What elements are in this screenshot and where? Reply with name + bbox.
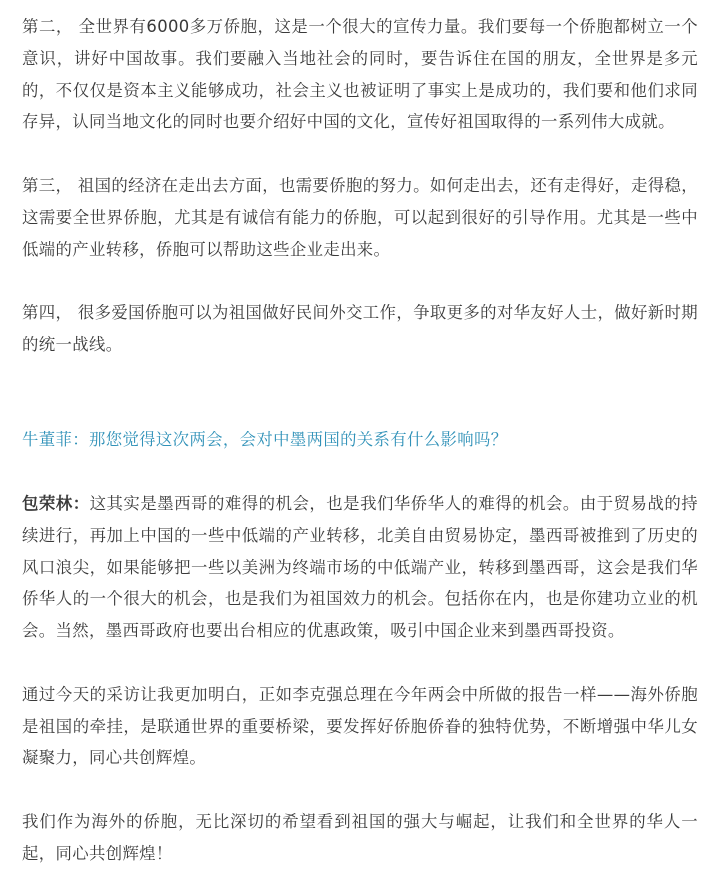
paragraph-point-three: 第三， 祖国的经济在走出去方面，也需要侨胞的努力。如何走出去，还有走得好，走得稳，这需要全世界侨胞，尤其是有诚信有能力的侨胞，可以起到很好的引导作用。尤其是一些中低端的产业转移，侨胞可以帮助这些企业走出来。 (22, 175, 698, 259)
paragraph-closing: 我们作为海外的侨胞，无比深切的希望看到祖国的强大与崛起，让我们和全世界的华人一起，同心共创辉煌！ (22, 811, 698, 863)
paragraph-spacer (22, 138, 698, 170)
paragraph-spacer (22, 265, 698, 297)
interview-question: 牛董菲：那您觉得这次两会，会对中墨两国的关系有什么影响吗？ (22, 430, 508, 450)
paragraph-spacer (22, 456, 698, 488)
paragraph-spacer (22, 647, 698, 679)
answer-text: 这其实是墨西哥的难得的机会，也是我们华侨华人的难得的机会。由于贸易战的持续进行，再加上中国的一些中低端的产业转移，北美自由贸易协定，墨西哥被推到了历史的风口浪尖，如果能够把一些以美洲为终端市场的中低端产业，转移到墨西哥，这会是我们华侨华人的一个很大的机会，也是我们为祖国效力的机会。包括你在内，也是你建功立业的机会。当然，墨西哥政府也要出台相应的优惠政策，吸引中国企业来到墨西哥投资。 (22, 493, 698, 641)
paragraph-point-two: 第二， 全世界有6000多万侨胞，这是一个很大的宣传力量。我们要每一个侨胞都树立一个意识，讲好中国故事。我们要融入当地社会的同时，要告诉住在国的朋友，全世界是多元的，不仅仅是资本主义能够成功，社会主义也被证明了事实上是成功的，我们要和他们求同存异，认同当地文化的同时也要介绍好中国的文化，宣传好祖国取得的一系列伟大成就。 (22, 17, 698, 132)
paragraph-spacer (22, 774, 698, 806)
paragraph-point-four: 第四， 很多爱国侨胞可以为祖国做好民间外交工作，争取更多的对华友好人士，做好新时期的统一战线。 (22, 303, 698, 354)
section-spacer (22, 361, 698, 425)
paragraph-interview-reflection: 通过今天的采访让我更加明白，正如李克强总理在今年两会中所做的报告一样——海外侨胞是祖国的牵挂，是联通世界的重要桥梁，要发挥好侨胞侨眷的独特优势，不断增强中华儿女凝聚力，同心共创辉煌。 (22, 684, 698, 768)
answer-speaker-name: 包荣林： (22, 493, 90, 513)
interview-answer (22, 488, 698, 647)
